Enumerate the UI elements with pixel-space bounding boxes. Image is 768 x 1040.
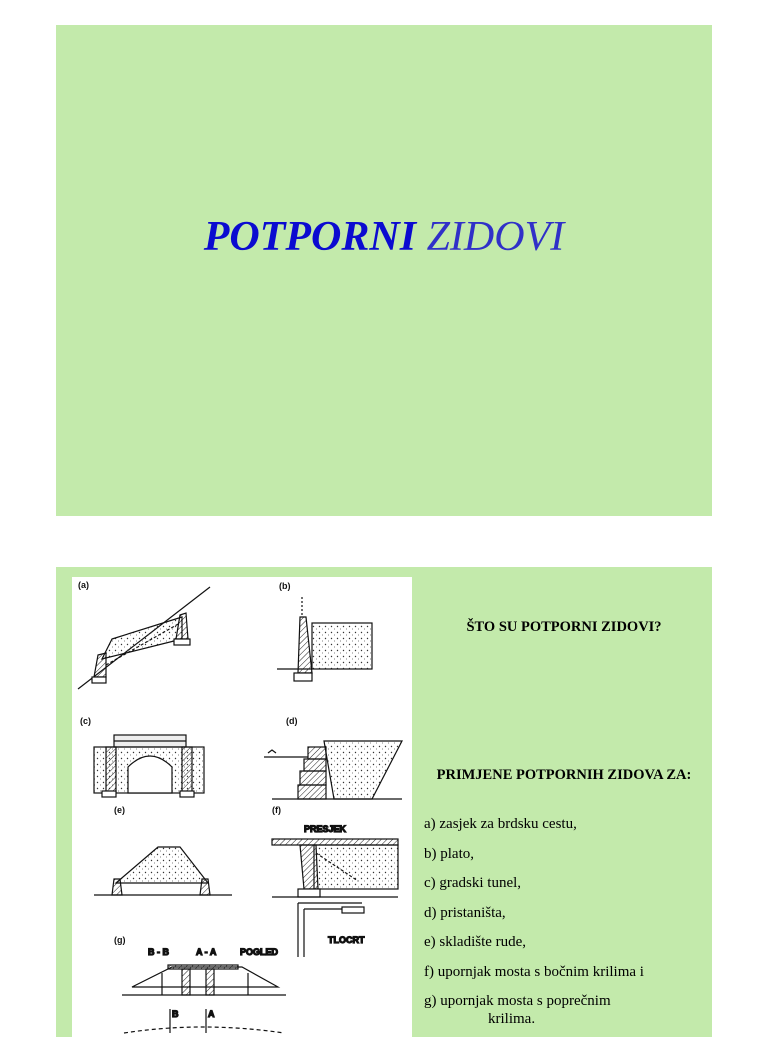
- label-e: (e): [114, 805, 125, 815]
- retaining-walls-figure: [72, 577, 412, 1037]
- label-aa: A - A: [196, 947, 217, 957]
- figure-f-abutment: [272, 824, 398, 957]
- figure-a-road-cut: [78, 587, 210, 689]
- list-item-continuation: krilima.: [488, 1011, 536, 1027]
- figure-b-plateau: [277, 597, 372, 681]
- label-g: (g): [114, 935, 126, 945]
- list-item: e) skladište rude,: [424, 934, 527, 950]
- label-a-mark: A: [208, 1009, 215, 1019]
- list-item: f) upornjak mosta s bočnim krilima i: [424, 963, 644, 980]
- label-presjek: PRESJEK: [304, 824, 347, 834]
- label-b: (b): [279, 581, 291, 591]
- figure-g-abutment: [122, 947, 286, 1033]
- label-tlocrt: TLOCRT: [328, 935, 365, 945]
- label-c: (c): [80, 716, 91, 726]
- list-item: b) plato,: [424, 845, 474, 862]
- applications-heading: PRIMJENE POTPORNIH ZIDOVA ZA:: [436, 767, 692, 783]
- question-heading: ŠTO SU POTPORNI ZIDOVI?: [466, 619, 662, 635]
- title-slide: [56, 25, 712, 516]
- applications-list: [424, 815, 706, 1040]
- list-item: a) zasjek za brdsku cestu,: [424, 816, 577, 832]
- label-f: (f): [272, 805, 281, 815]
- figure-e-ore-storage: [94, 847, 232, 895]
- figure-d-quay: [264, 741, 402, 799]
- list-item: g) upornjak mosta s poprečnim krilima.: [424, 992, 706, 1028]
- retaining-walls-drawing: [72, 577, 412, 1037]
- label-b-mark: B: [172, 1009, 179, 1019]
- label-bb: B - B: [148, 947, 169, 957]
- title-word-zidovi: ZIDOVI: [426, 214, 565, 260]
- slide-text-column: [422, 567, 706, 1037]
- label-d: (d): [286, 716, 298, 726]
- label-pogled: POGLED: [240, 947, 279, 957]
- label-a: (a): [78, 580, 89, 590]
- figure-c-tunnel: [94, 735, 204, 797]
- content-slide: [56, 567, 712, 1037]
- slide-title: [56, 213, 712, 261]
- list-item: c) gradski tunel,: [424, 875, 522, 891]
- title-word-potporni: POTPORNI: [203, 214, 417, 260]
- list-item: d) pristaništa,: [424, 904, 506, 921]
